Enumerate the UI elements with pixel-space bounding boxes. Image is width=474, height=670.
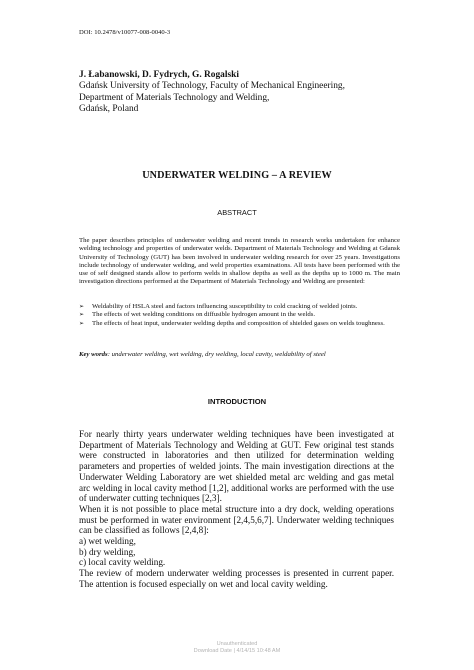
keywords-label: Key words <box>79 351 108 358</box>
abstract-bullet-list <box>79 303 400 328</box>
abstract-text: The paper describes principles of underwater welding and recent trends in research works undertaken for enhance welding technology and properties of underwater welds. Department of Materials Technology and Welding at Gdansk University of Technology (GUT) has been involved in underwater welding research for over 25 years. Investigations include technology of underwater welding, and weld properties examinations. All tests have been performed with the use of self designed stands allow to perform welds in shallow depths as well as the depths up to 1000 m. The main investigation directions performed at the Department of Materials Technology and Welding are presented: <box>79 237 400 286</box>
list-item: b) dry welding, <box>79 546 136 557</box>
bullet-text: Weldability of HSLA steel and factors influencing susceptibility to cold cracking of welded joints. <box>92 303 358 310</box>
keywords-text: : underwater welding, wet welding, dry welding, local cavity, weldability of steel <box>107 351 326 358</box>
footer-line: Download Date | 4/14/15 10:48 AM <box>193 648 281 654</box>
download-footer <box>0 641 474 655</box>
bullet-text: The effects of wet welding conditions on diffusible hydrogen amount in the welds. <box>92 311 316 319</box>
affiliation-line: Department of Materials Technology and Welding, <box>79 92 270 103</box>
introduction-body <box>79 429 394 590</box>
body-paragraph: For nearly thirty years underwater welding techniques have been investigated at Department of Materials Technology and Welding at GUT. Few original test stands were constructed in laboratories and then utilized for determination welding parameters and properties of welded joints. The main investigation directions at the Underwater Welding Laboratory are wet shielded metal arc welding and gas metal arc welding in local cavity method [1,2], additional works are performed with the use of underwater cutting techniques [2,3]. <box>79 429 394 504</box>
affiliation <box>79 81 345 116</box>
list-item: a) wet welding, <box>79 536 136 547</box>
arrow-bullet-icon: ➢ <box>79 311 85 319</box>
list-item <box>79 303 400 311</box>
affiliation-line: Gdańsk University of Technology, Faculty of Mechanical Engineering, <box>79 81 345 91</box>
bullet-text: The effects of heat input, underwater welding depths and composition of shielded gases on welds toughness. <box>92 319 385 327</box>
arrow-bullet-icon: ➢ <box>79 303 85 310</box>
abstract-heading: ABSTRACT <box>217 208 257 217</box>
doi-line: DOI: 10.2478/v10077-008-0040-3 <box>79 29 171 36</box>
keywords <box>79 351 400 358</box>
paper-title: UNDERWATER WELDING – A REVIEW <box>142 170 332 181</box>
list-item: c) local cavity welding. <box>79 557 166 568</box>
body-paragraph: When it is not possible to place metal structure into a dry dock, welding operations must be performed in water environment [2,4,5,6,7]. Underwater welding techniques can be classified as follows [2,4,8]: <box>79 503 394 536</box>
arrow-bullet-icon: ➢ <box>79 319 85 327</box>
list-item <box>79 320 400 328</box>
section-heading-introduction: INTRODUCTION <box>207 397 267 406</box>
affiliation-line: Gdańsk, Poland <box>79 104 139 115</box>
body-paragraph: The review of modern underwater welding processes is presented in current paper. The attention is focused especially on wet and local cavity welding. <box>79 568 394 589</box>
footer-line: Unauthenticated <box>216 641 258 647</box>
author-list: J. Łabanowski, D. Fydrych, G. Rogalski <box>79 70 239 80</box>
list-item <box>79 311 400 319</box>
